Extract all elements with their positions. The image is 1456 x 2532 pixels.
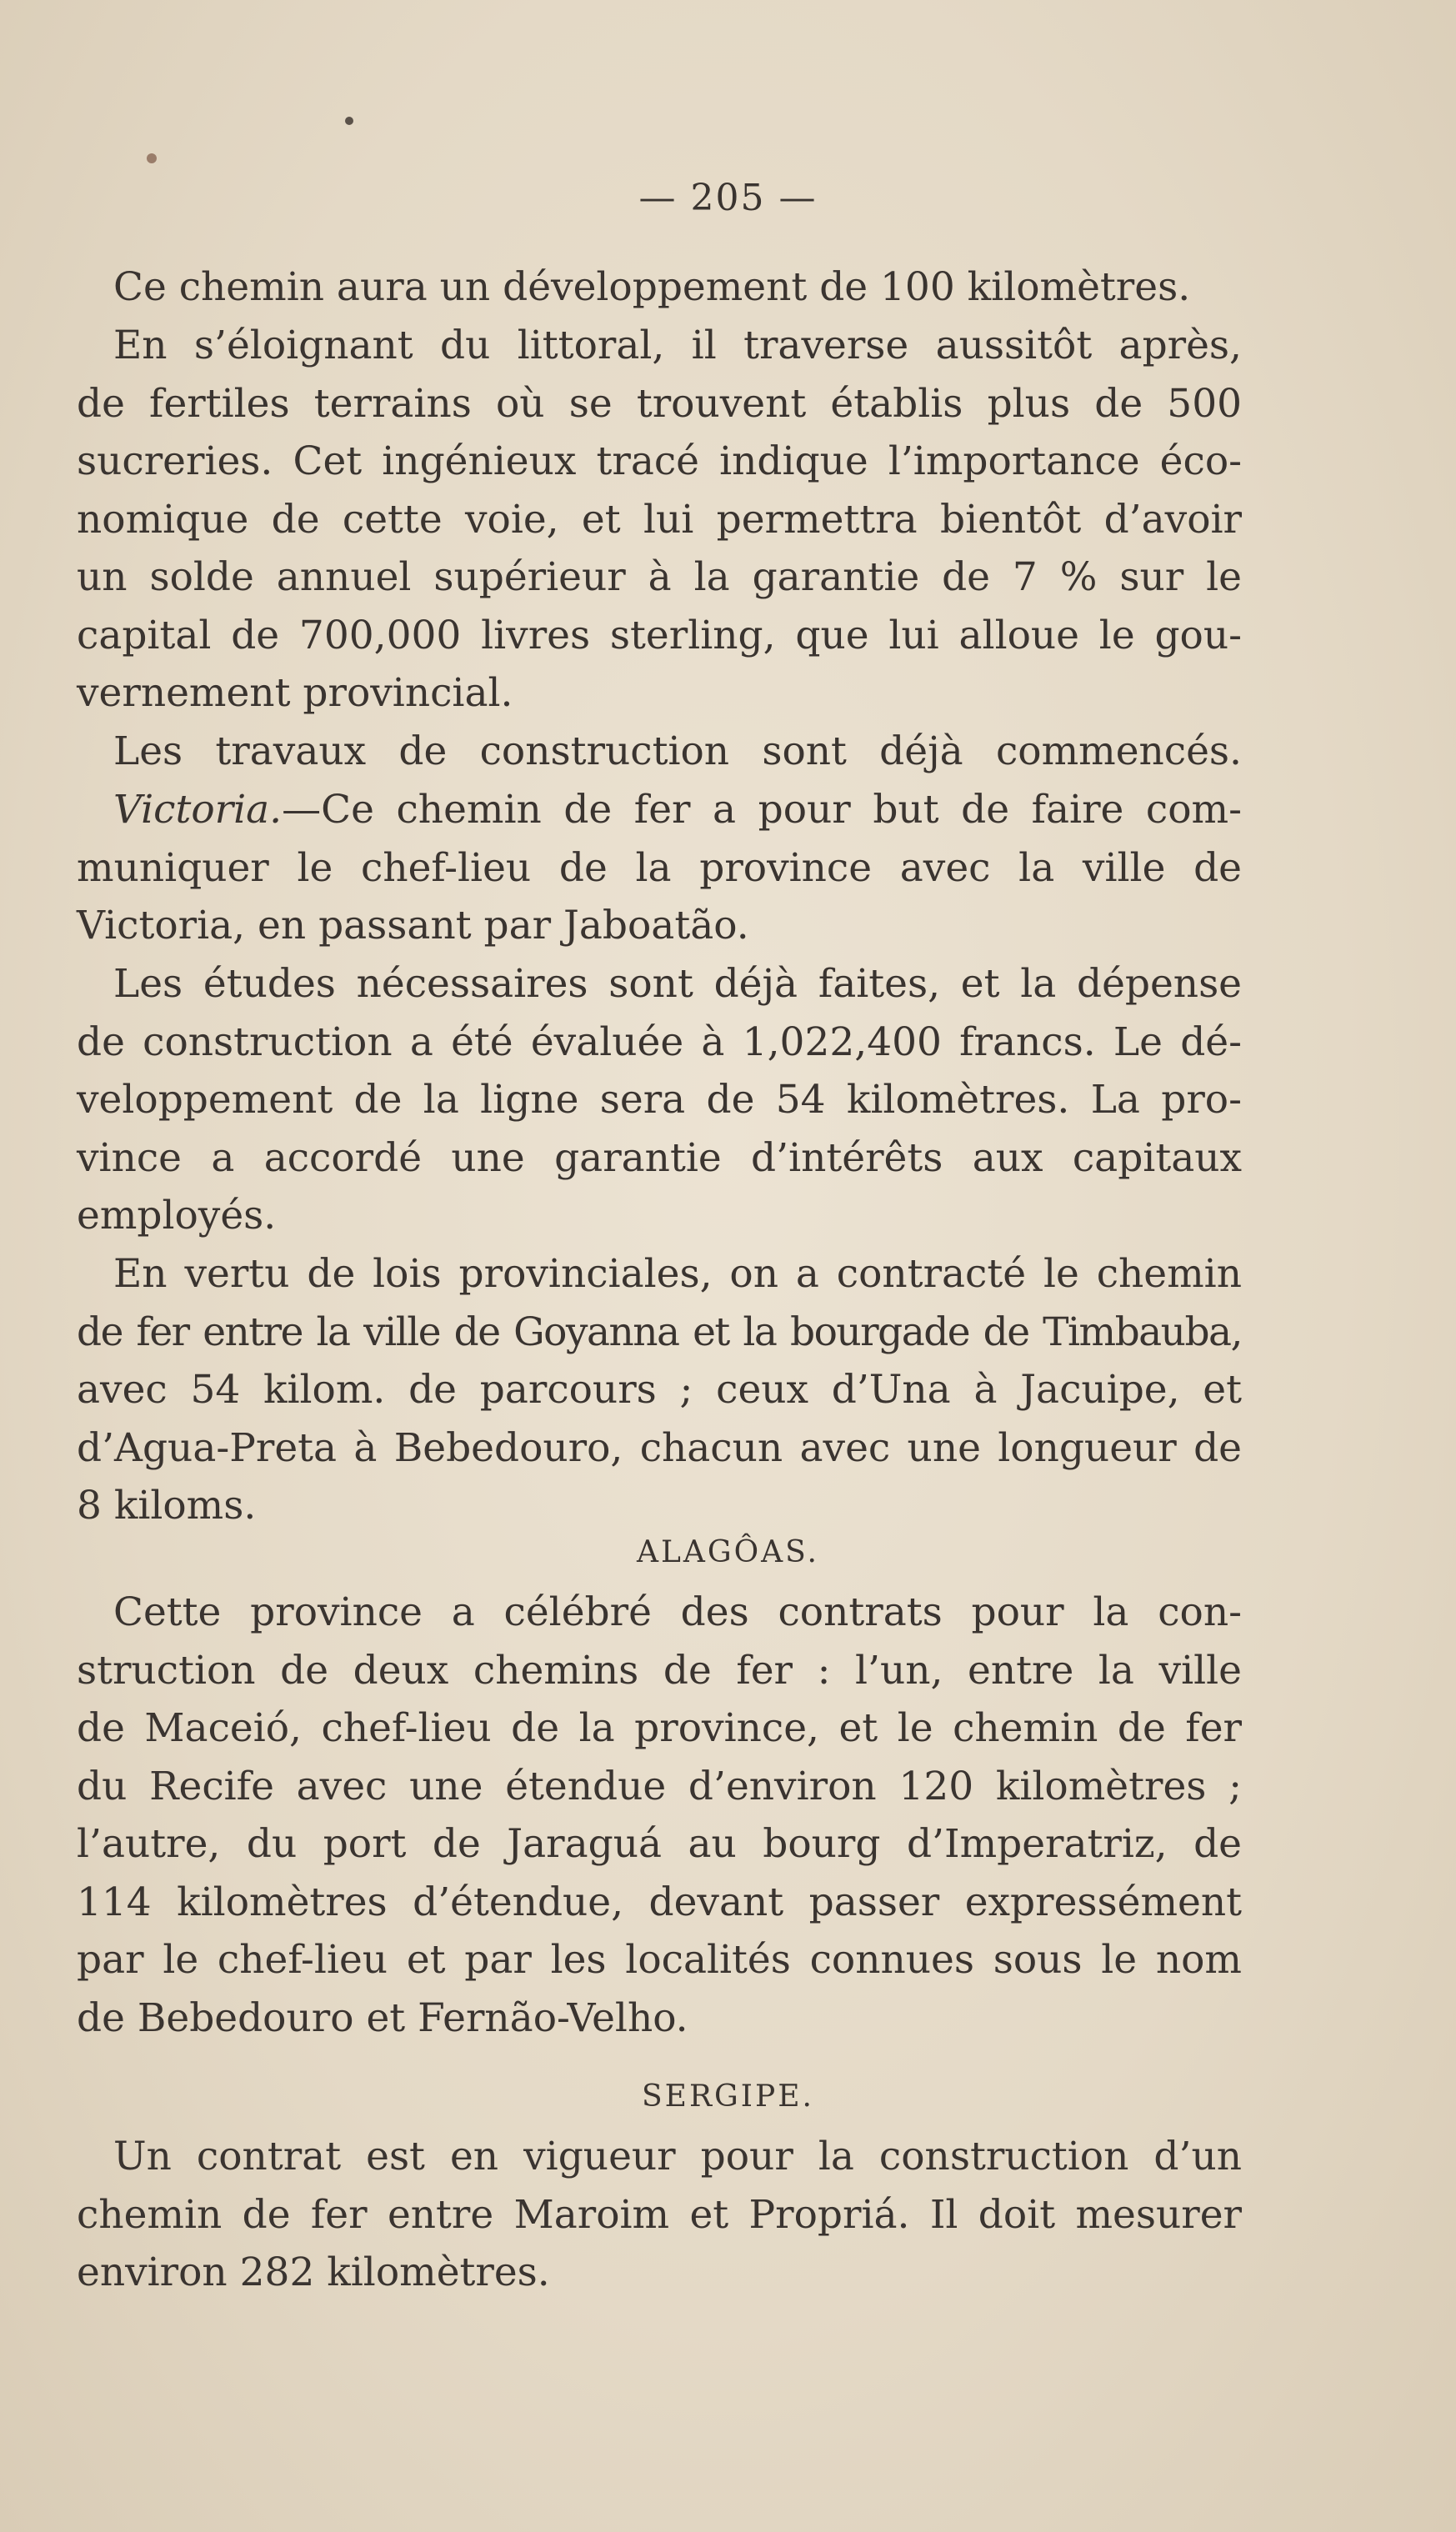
text-line: de Maceió, chef-lieu de la province, et le chemin de fer (77, 1705, 1242, 1751)
text-line: Un contrat est en vigueur pour la construction d’un (113, 2134, 1242, 2179)
text-line: de fer entre la ville de Goyanna et la bourgade de Timbauba, (77, 1309, 1242, 1355)
paragraph-victoria (77, 781, 1242, 955)
text-line: vince a accordé une garantie d’intérêts aux capitaux (77, 1134, 1242, 1181)
text-line: de fertiles terrains où se trouvent établis plus de 500 (77, 380, 1242, 427)
text-line: avec 54 kilom. de parcours ; ceux d’Una à Jacuipe, et (77, 1367, 1242, 1413)
text-line: sucreries. Cet ingénieux tracé indique l’importance éco- (77, 438, 1242, 484)
text-line: struction de deux chemins de fer : l’un, entre la ville (77, 1647, 1242, 1694)
text-line: 114 kilomètres d’étendue, devant passer expressément (77, 1879, 1242, 1925)
section-heading-sergipe: SERGIPE. (642, 2079, 814, 2114)
text-line: nomique de cette voie, et lui permettra bientôt d’avoir (77, 496, 1242, 543)
text-line: du Recife avec une étendue d’environ 120 kilomètres ; (77, 1763, 1242, 1809)
text-line: 8 kiloms. (77, 1483, 257, 1529)
section-heading-alagoas: ALAGÔAS. (637, 1535, 819, 1569)
section-sergipe-text (77, 2128, 1242, 2302)
text-line: Cette province a célébré des contrats pour la con- (113, 1589, 1242, 1635)
text-line: En vertu de lois provinciales, on a contracté le chemin (113, 1251, 1242, 1297)
text-line: Ce chemin aura un développement de 100 kilomètres. (113, 264, 1191, 310)
text-line-rest: —Ce chemin de fer a pour but de faire com- (282, 787, 1242, 833)
text-line: chemin de fer entre Maroim et Propriá. Il doit mesurer (77, 2191, 1242, 2238)
text-line: de construction a été évaluée à 1,022,400 francs. Le dé- (77, 1018, 1242, 1065)
text-line: un solde annuel supérieur à la garantie de 7 % sur le (77, 554, 1242, 600)
text-line: Les études nécessaires sont déjà faites, et la dépense (113, 961, 1242, 1007)
paper-speck (345, 117, 353, 125)
text-line (77, 781, 1242, 839)
text-line: En s’éloignant du littoral, il traverse aussitôt après, (113, 323, 1242, 368)
text-line: l’autre, du port de Jaraguá au bourg d’Imperatriz, de (77, 1821, 1242, 1867)
page-number: — 205 — (638, 177, 818, 219)
text-line: veloppement de la ligne sera de 54 kilomètres. La pro- (77, 1077, 1242, 1123)
text-line: employés. (77, 1193, 277, 1238)
text-line: vernement provincial. (77, 670, 513, 716)
text-line: par le chef-lieu et par les localités connues sous le nom (77, 1937, 1242, 1983)
text-line: environ 282 kilomètres. (77, 2249, 550, 2295)
paper-speck (147, 153, 157, 163)
text-line: Les travaux de construction sont déjà commencés. (113, 728, 1242, 774)
text-line: Victoria, en passant par Jaboatão. (77, 903, 749, 948)
section-alagoas-text (77, 1584, 1242, 2047)
text-line: d’Agua-Preta à Bebedouro, chacun avec une longueur de (77, 1424, 1242, 1471)
text-line: muniquer le chef-lieu de la province avec la ville de (77, 844, 1242, 891)
paragraph-3 (77, 723, 1242, 781)
paragraph-5 (77, 955, 1242, 1245)
place-name-victoria: Victoria. (113, 787, 283, 833)
text-line: de Bebedouro et Fernão-Velho. (77, 1994, 688, 2041)
paragraph-2 (77, 317, 1242, 723)
paragraph-1 (77, 258, 1242, 317)
text-line: capital de 700,000 livres sterling, que lui alloue le gou- (77, 612, 1242, 658)
paragraph-6 (77, 1245, 1242, 1535)
